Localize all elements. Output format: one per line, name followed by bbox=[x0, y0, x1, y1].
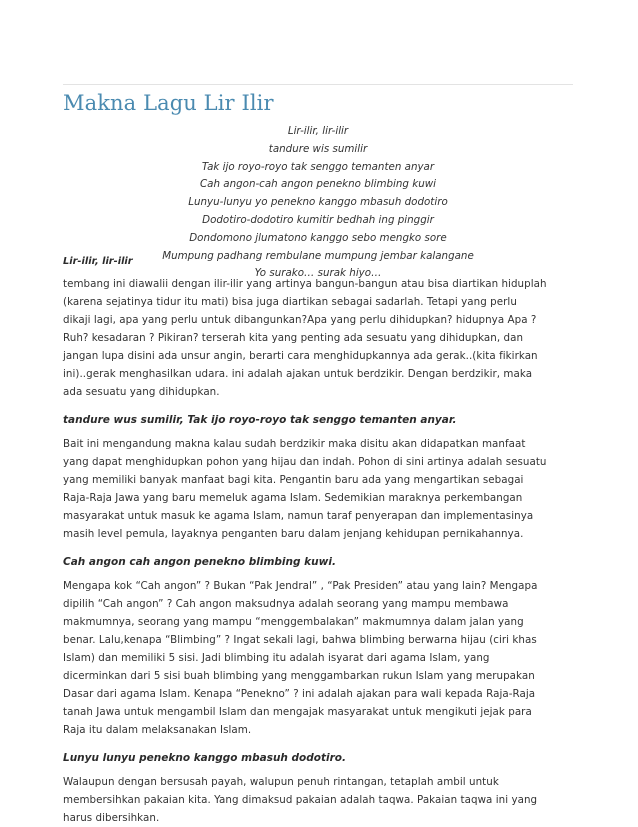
section-paragraph bbox=[63, 435, 573, 543]
section-lunyu-lunyu bbox=[63, 751, 573, 827]
lyric-line: Yo surako… surak hiyo… bbox=[254, 267, 382, 280]
paragraph-line: Ruh? kesadaran ? Pikiran? terserah kita yang penting ada sesuatu yang dihidupkan, dan bbox=[63, 332, 524, 344]
paragraph-line: masyarakat untuk masuk ke agama Islam, namun taraf penyerapan dan implementasinya bbox=[63, 510, 534, 522]
paragraph-line: harus dibersihkan. bbox=[63, 812, 160, 824]
paragraph-line: makmumnya, seorang yang mampu “menggembalakan” makmumnya dalam jalan yang bbox=[63, 616, 524, 628]
document-body bbox=[63, 255, 573, 827]
lyric-line: Tak ijo royo-royo tak senggo temanten anyar bbox=[201, 160, 435, 173]
section-heading: Lunyu lunyu penekno kanggo mbasuh dodotiro. bbox=[63, 752, 347, 764]
section-lir-ilir bbox=[63, 255, 573, 401]
section-paragraph bbox=[63, 773, 573, 827]
section-heading: Cah angon cah angon penekno blimbing kuwi. bbox=[63, 556, 336, 568]
paragraph-line: dicerminkan dari 5 sisi buah blimbing yang menggambarkan rukun Islam yang merupakan bbox=[63, 670, 535, 682]
paragraph-line: Islam) dan memiliki 5 sisi. Jadi blimbing itu adalah isyarat dari agama Islam, yang bbox=[63, 652, 490, 664]
paragraph-line: yang dapat menghidupkan pohon yang hijau dan indah. Pohon di sini artinya adalah sesuatu bbox=[63, 456, 547, 468]
paragraph-line: dipilih “Cah angon” ? Cah angon maksudnya adalah seorang yang mampu membawa bbox=[63, 598, 509, 610]
lyric-line: tandure wis sumilir bbox=[268, 142, 368, 155]
paragraph-line: dikaji lagi, apa yang perlu untuk dibangunkan?Apa yang perlu dihidupkan? hidupnya Apa ? bbox=[63, 314, 537, 326]
paragraph-line: masih level pemula, layaknya penganten baru dalam jenjang kehidupan pernikahannya. bbox=[63, 528, 524, 540]
paragraph-line: benar. Lalu,kenapa “Blimbing” ? Ingat sekali lagi, bahwa blimbing berwarna hijau (ciri khas bbox=[63, 634, 537, 646]
lyric-line: Lir-ilir, lir-ilir bbox=[287, 125, 349, 137]
paragraph-line: Bait ini mengandung makna kalau sudah berdzikir maka disitu akan didapatkan manfaat bbox=[63, 438, 526, 450]
section-heading: Lir-ilir, lir-ilir bbox=[63, 256, 133, 267]
paragraph-line: yang memiliki banyak manfaat bagi kita. Pengantin baru ada yang mengartikan sebagai bbox=[63, 474, 524, 486]
paragraph-line: ini)..gerak menghasilkan udara. ini adalah ajakan untuk berdzikir. Dengan berdzikir, maka bbox=[63, 368, 533, 380]
paragraph-line: Dasar dari agama Islam. Kenapa “Penekno” ? ini adalah ajakan para wali kepada Raja-Raja bbox=[63, 688, 536, 700]
lyric-line: Lunyu-lunyu yo penekno kanggo mbasuh dodotiro bbox=[188, 196, 448, 209]
paragraph-line: (karena sejatinya tidur itu mati) bisa juga diartikan sebagai sadarlah. Tetapi yang perlu bbox=[63, 296, 517, 308]
section-heading: tandure wus sumilir, Tak ijo royo-royo tak senggo temanten anyar. bbox=[63, 414, 457, 426]
paragraph-line: jangan lupa disini ada unsur angin, berarti cara menghidupkannya ada gerak..(kita fikirkan bbox=[63, 350, 538, 362]
paragraph-line: Mengapa kok “Cah angon” ? Bukan “Pak Jendral” , “Pak Presiden” atau yang lain? Mengapa bbox=[63, 580, 538, 592]
lyric-line: Dodotiro-dodotiro kumitir bedhah ing pinggir bbox=[202, 213, 434, 226]
lyric-line: Dondomono jlumatono kanggo sebo mengko sore bbox=[189, 231, 447, 244]
paragraph-line: tanah Jawa untuk mengambil Islam dan mengajak masyarakat untuk mengikuti jejak para bbox=[63, 706, 532, 718]
section-paragraph bbox=[63, 577, 573, 739]
paragraph-line: tembang ini diawalii dengan ilir-ilir yang artinya bangun-bangun atau bisa diartikan hiduplah bbox=[63, 278, 547, 290]
top-divider bbox=[63, 84, 573, 85]
section-tandure bbox=[63, 413, 573, 543]
page-title: Makna Lagu Lir Ilir bbox=[63, 91, 274, 115]
paragraph-line: membersihkan pakaian kita. Yang dimaksud pakaian adalah taqwa. Pakaian taqwa ini yang bbox=[63, 794, 538, 806]
lyric-line: Mumpung padhang rembulane mumpung jembar kalangane bbox=[162, 249, 474, 262]
paragraph-line: ada sesuatu yang dihidupkan. bbox=[63, 386, 220, 398]
paragraph-line: Walaupun dengan bersusah payah, walupun penuh rintangan, tetaplah ambil untuk bbox=[63, 776, 499, 788]
section-cah-angon bbox=[63, 555, 573, 739]
paragraph-line: Raja-Raja Jawa yang baru memeluk agama Islam. Sedemikian maraknya perkembangan bbox=[63, 492, 523, 504]
section-paragraph bbox=[63, 275, 573, 401]
paragraph-line: Raja itu dalam melaksanakan Islam. bbox=[63, 724, 252, 736]
lyric-line: Cah angon-cah angon penekno blimbing kuwi bbox=[199, 178, 437, 191]
